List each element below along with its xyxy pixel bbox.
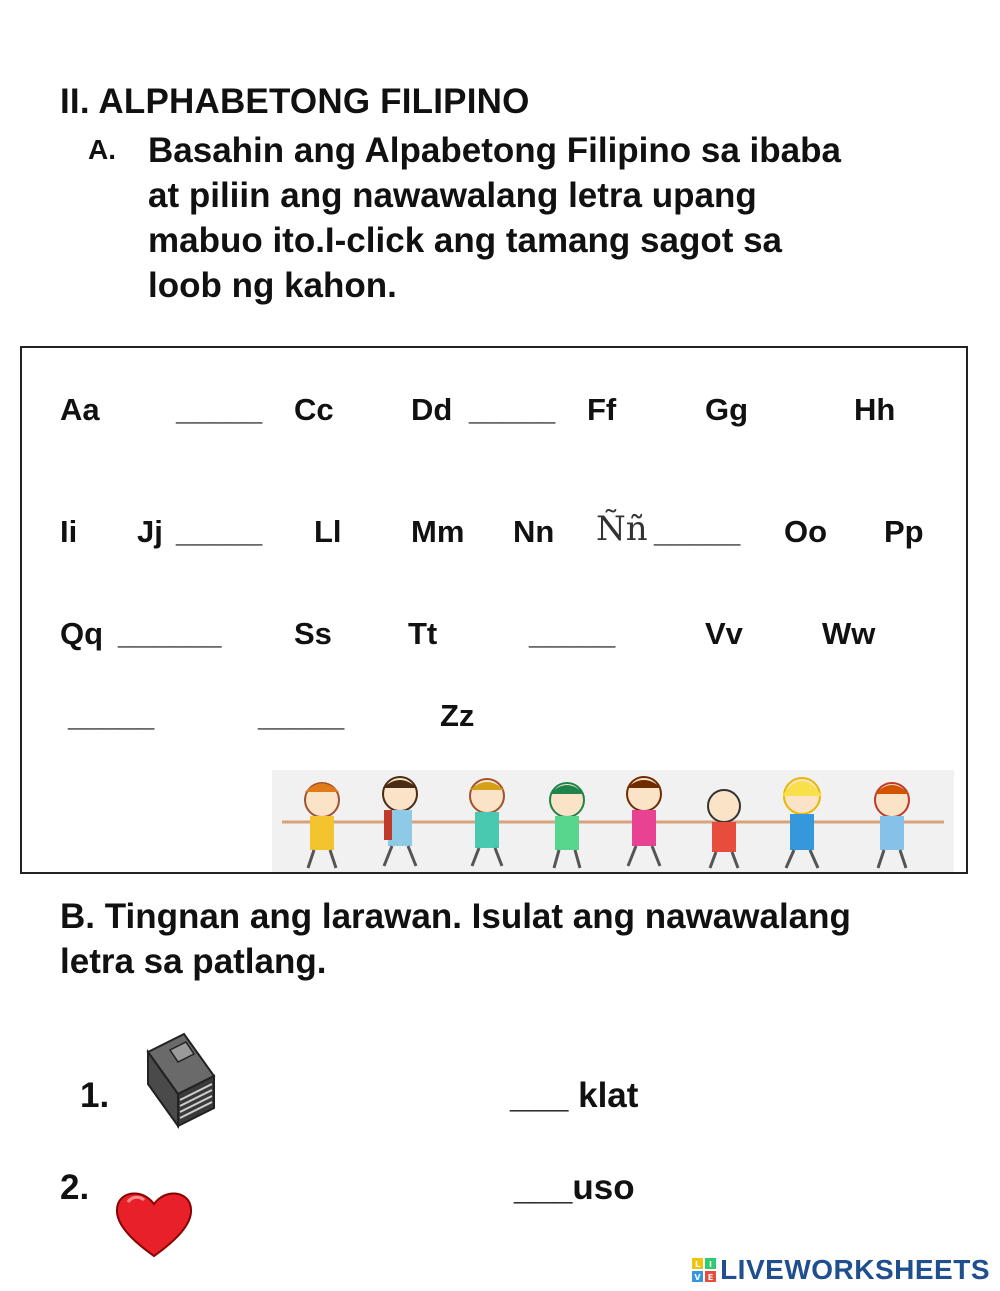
instruction-line: Basahin ang Alpabetong Filipino sa ibaba (148, 131, 841, 170)
blank-rr[interactable]: ______ (118, 616, 222, 651)
blank-xx[interactable]: _____ (68, 698, 155, 733)
logo-letter: E (707, 1273, 714, 1282)
letter-gg: Gg (705, 392, 749, 427)
letter-vv: Vv (705, 616, 743, 651)
instruction-line: loob ng kahon. (148, 266, 397, 305)
blank-e[interactable]: _____ (469, 392, 556, 427)
item-number: 2. (60, 1168, 90, 1207)
letter-zz: Zz (440, 698, 475, 733)
letter-enye: Ññ (596, 509, 648, 549)
letter-oo: Oo (784, 514, 828, 549)
letter-mm: Mm (411, 514, 465, 549)
blank-uu[interactable]: _____ (529, 616, 616, 651)
kid-figure (305, 783, 339, 868)
letter-qq: Qq (60, 616, 104, 651)
letter-ff: Ff (587, 392, 617, 427)
logo-mark-icon (692, 1258, 716, 1282)
instruction-line: B. Tingnan ang larawan. Isulat ang nawawalang (60, 897, 851, 936)
letter-jj: Jj (137, 514, 163, 549)
heart-icon (112, 1186, 196, 1258)
logo-letter: L (695, 1260, 701, 1269)
item-word-field[interactable]: ___ klat (510, 1076, 639, 1115)
kids-drawing (272, 770, 954, 872)
brand-name: LIVEWORKSHEETS (720, 1254, 990, 1285)
kid-figure (627, 777, 661, 866)
kids-holding-hands-illustration (272, 770, 954, 872)
item-word-field[interactable]: ___uso (514, 1168, 635, 1207)
kid-figure (470, 779, 504, 866)
blank-b[interactable]: _____ (176, 392, 263, 427)
letter-ss: Ss (294, 616, 332, 651)
kid-figure (875, 783, 909, 868)
letter-pp: Pp (884, 514, 924, 549)
instruction-line: at piliin ang nawawalang letra upang (148, 176, 757, 215)
part-a-instructions (148, 128, 948, 308)
part-b-instructions (60, 894, 970, 984)
letter-dd: Dd (411, 392, 453, 427)
liveworksheets-logo (692, 1254, 990, 1286)
blank-yy[interactable]: _____ (258, 698, 345, 733)
letter-ww: Ww (822, 616, 876, 651)
letter-hh: Hh (854, 392, 896, 427)
part-a-label: A. (88, 134, 116, 165)
section-title: II. ALPHABETONG FILIPINO (60, 82, 530, 121)
logo-letter: I (709, 1260, 713, 1269)
letter-cc: Cc (294, 392, 334, 427)
instruction-line: mabuo ito.I-click ang tamang sagot sa (148, 221, 783, 260)
logo-letter: V (694, 1273, 701, 1282)
blank-k[interactable]: _____ (176, 514, 263, 549)
item-number: 1. (80, 1076, 110, 1115)
instruction-line: letra sa patlang. (60, 942, 327, 981)
letter-ii: Ii (60, 514, 78, 549)
letter-tt: Tt (408, 616, 438, 651)
letter-nn: Nn (513, 514, 555, 549)
kid-figure (708, 790, 740, 868)
kid-figure (550, 783, 584, 868)
letter-aa: Aa (60, 392, 100, 427)
letter-ll: Ll (314, 514, 342, 549)
kid-figure (383, 777, 417, 866)
blank-ng[interactable]: _____ (654, 514, 741, 549)
book-icon (140, 1030, 222, 1130)
